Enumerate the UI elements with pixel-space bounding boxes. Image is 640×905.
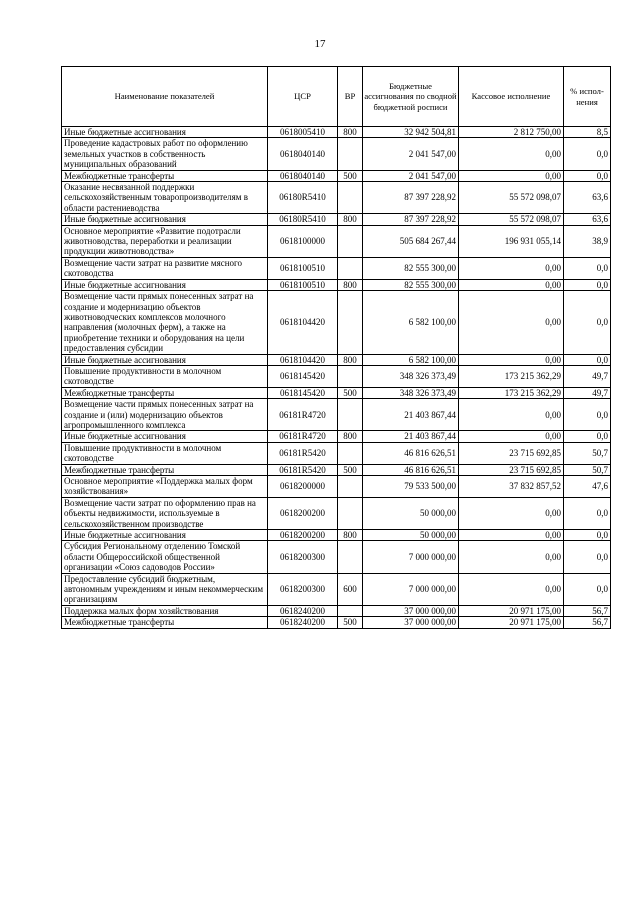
row-pct: 0,0 [564,431,611,442]
row-pct: 0,0 [564,399,611,431]
row-budget: 348 326 373,49 [363,365,459,387]
row-vr [338,291,363,354]
row-budget: 46 816 626,51 [363,464,459,475]
row-pct: 0,0 [564,291,611,354]
row-csr: 06180R5410 [268,182,338,214]
row-cash: 0,00 [459,354,564,365]
row-cash: 0,00 [459,541,564,573]
row-name: Межбюджетные трансферты [62,387,268,398]
row-name: Основное мероприятие «Развитие подотрасли животноводства, переработки и реализации продукции животноводства» [62,225,268,257]
row-pct: 8,5 [564,127,611,138]
row-vr [338,225,363,257]
row-name: Повышение продуктивности в молочном скотоводстве [62,365,268,387]
table-row [62,464,611,475]
row-vr [338,605,363,616]
row-name: Субсидия Региональному отделению Томской области Общероссийской общественной организации «Союз садоводов России» [62,541,268,573]
row-budget: 7 000 000,00 [363,573,459,605]
table-row [62,257,611,279]
row-pct: 0,0 [564,573,611,605]
row-cash: 0,00 [459,291,564,354]
row-csr: 0618104420 [268,291,338,354]
row-cash: 173 215 362,29 [459,387,564,398]
row-budget: 6 582 100,00 [363,354,459,365]
row-name: Иные бюджетные ассигнования [62,279,268,290]
row-cash: 55 572 098,07 [459,182,564,214]
row-budget: 87 397 228,92 [363,214,459,225]
row-name: Возмещение части прямых понесенных затрат на создание и модернизацию объектов животноводческих комплексов молочного направления (молочных ферм), а также на приобретение техники и оборудования на цели предоставления субсидии [62,291,268,354]
header-budget: Бюджетные ассигнования по сводной бюджетной росписи [363,67,459,127]
row-cash: 2 812 750,00 [459,127,564,138]
row-csr: 06181R4720 [268,431,338,442]
table-body [62,127,611,629]
row-name: Межбюджетные трансферты [62,464,268,475]
table-row [62,530,611,541]
row-csr: 0618240200 [268,617,338,628]
header-pct: % испол-нения [564,67,611,127]
row-budget: 79 533 500,00 [363,476,459,498]
row-name: Оказание несвязанной поддержки сельскохозяйственным товаропроизводителям в области растениеводства [62,182,268,214]
row-vr [338,138,363,170]
row-name: Иные бюджетные ассигнования [62,431,268,442]
row-pct: 0,0 [564,279,611,290]
table-row [62,291,611,354]
row-cash: 20 971 175,00 [459,617,564,628]
row-cash: 0,00 [459,138,564,170]
table-row [62,354,611,365]
row-pct: 0,0 [564,257,611,279]
table-row [62,617,611,628]
row-budget: 21 403 867,44 [363,399,459,431]
row-name: Возмещение части затрат по оформлению прав на объекты недвижимости, используемые в сельскохозяйственном производстве [62,497,268,529]
row-budget: 32 942 504,81 [363,127,459,138]
table-row [62,138,611,170]
row-vr: 500 [338,464,363,475]
table-row [62,497,611,529]
row-pct: 0,0 [564,138,611,170]
row-csr: 0618200000 [268,476,338,498]
row-cash: 37 832 857,52 [459,476,564,498]
budget-execution-table [61,66,611,629]
table-row [62,442,611,464]
row-budget: 7 000 000,00 [363,541,459,573]
table-row [62,170,611,181]
row-pct: 63,6 [564,214,611,225]
row-vr [338,182,363,214]
table-row [62,127,611,138]
row-pct: 0,0 [564,497,611,529]
row-csr: 0618200200 [268,497,338,529]
row-csr: 0618200300 [268,541,338,573]
row-vr [338,497,363,529]
row-vr: 800 [338,354,363,365]
row-pct: 0,0 [564,170,611,181]
row-name: Иные бюджетные ассигнования [62,354,268,365]
row-csr: 0618005410 [268,127,338,138]
row-budget: 50 000,00 [363,530,459,541]
row-pct: 38,9 [564,225,611,257]
row-csr: 06180R5410 [268,214,338,225]
row-budget: 2 041 547,00 [363,138,459,170]
row-budget: 37 000 000,00 [363,605,459,616]
row-budget: 46 816 626,51 [363,442,459,464]
row-vr [338,442,363,464]
table-row [62,476,611,498]
row-cash: 55 572 098,07 [459,214,564,225]
table-row [62,431,611,442]
row-pct: 0,0 [564,530,611,541]
row-vr: 800 [338,530,363,541]
row-cash: 0,00 [459,257,564,279]
table-header-row [62,67,611,127]
page-number: 17 [314,38,326,50]
row-vr: 500 [338,170,363,181]
row-name: Основное мероприятие «Поддержка малых форм хозяйствования» [62,476,268,498]
row-name: Поддержка малых форм хозяйствования [62,605,268,616]
row-name: Проведение кадастровых работ по оформлению земельных участков в собственность муниципальных образований [62,138,268,170]
row-budget: 6 582 100,00 [363,291,459,354]
row-name: Возмещение части затрат на развитие мясного скотоводства [62,257,268,279]
row-name: Межбюджетные трансферты [62,170,268,181]
row-name: Возмещение части прямых понесенных затрат на создание и (или) модернизацию объектов агропромышленного комплекса [62,399,268,431]
row-cash: 0,00 [459,279,564,290]
row-csr: 0618145420 [268,387,338,398]
row-cash: 23 715 692,85 [459,442,564,464]
row-vr [338,399,363,431]
row-vr: 800 [338,214,363,225]
row-csr: 0618040140 [268,138,338,170]
row-vr: 800 [338,279,363,290]
row-vr [338,257,363,279]
row-pct: 49,7 [564,365,611,387]
row-cash: 173 215 362,29 [459,365,564,387]
row-vr: 800 [338,127,363,138]
row-name: Иные бюджетные ассигнования [62,530,268,541]
row-csr: 06181R4720 [268,399,338,431]
table-row [62,387,611,398]
row-pct: 47,6 [564,476,611,498]
row-budget: 2 041 547,00 [363,170,459,181]
row-budget: 82 555 300,00 [363,257,459,279]
row-budget: 50 000,00 [363,497,459,529]
row-pct: 56,7 [564,617,611,628]
row-csr: 0618100510 [268,257,338,279]
row-csr: 0618100000 [268,225,338,257]
table-row [62,541,611,573]
row-budget: 37 000 000,00 [363,617,459,628]
row-pct: 0,0 [564,354,611,365]
row-cash: 0,00 [459,497,564,529]
row-pct: 50,7 [564,442,611,464]
table-row [62,225,611,257]
table-row [62,279,611,290]
table-row [62,214,611,225]
row-name: Иные бюджетные ассигнования [62,214,268,225]
row-csr: 0618100510 [268,279,338,290]
header-name: Наименование показателей [62,67,268,127]
row-csr: 0618240200 [268,605,338,616]
row-name: Межбюджетные трансферты [62,617,268,628]
row-csr: 0618145420 [268,365,338,387]
row-csr: 06181R5420 [268,464,338,475]
row-vr: 800 [338,431,363,442]
row-name: Предоставление субсидий бюджетным, автономным учреждениям и иным некоммерческим организациям [62,573,268,605]
row-csr: 0618200300 [268,573,338,605]
row-pct: 50,7 [564,464,611,475]
row-vr: 600 [338,573,363,605]
header-cash: Кассовое исполнение [459,67,564,127]
row-pct: 49,7 [564,387,611,398]
row-budget: 87 397 228,92 [363,182,459,214]
row-budget: 348 326 373,49 [363,387,459,398]
table-row [62,605,611,616]
row-budget: 505 684 267,44 [363,225,459,257]
row-pct: 63,6 [564,182,611,214]
row-vr [338,365,363,387]
row-cash: 20 971 175,00 [459,605,564,616]
row-vr: 500 [338,387,363,398]
row-cash: 23 715 692,85 [459,464,564,475]
row-pct: 0,0 [564,541,611,573]
table-row [62,365,611,387]
row-budget: 82 555 300,00 [363,279,459,290]
row-vr: 500 [338,617,363,628]
row-cash: 0,00 [459,431,564,442]
row-budget: 21 403 867,44 [363,431,459,442]
row-cash: 196 931 055,14 [459,225,564,257]
row-cash: 0,00 [459,573,564,605]
row-name: Иные бюджетные ассигнования [62,127,268,138]
row-pct: 56,7 [564,605,611,616]
row-csr: 0618200200 [268,530,338,541]
row-csr: 0618104420 [268,354,338,365]
row-cash: 0,00 [459,170,564,181]
header-vr: ВР [338,67,363,127]
table-row [62,399,611,431]
row-cash: 0,00 [459,530,564,541]
row-vr [338,541,363,573]
row-name: Повышение продуктивности в молочном скотоводстве [62,442,268,464]
row-cash: 0,00 [459,399,564,431]
row-csr: 0618040140 [268,170,338,181]
row-vr [338,476,363,498]
table-row [62,573,611,605]
row-csr: 06181R5420 [268,442,338,464]
header-csr: ЦСР [268,67,338,127]
table-row [62,182,611,214]
